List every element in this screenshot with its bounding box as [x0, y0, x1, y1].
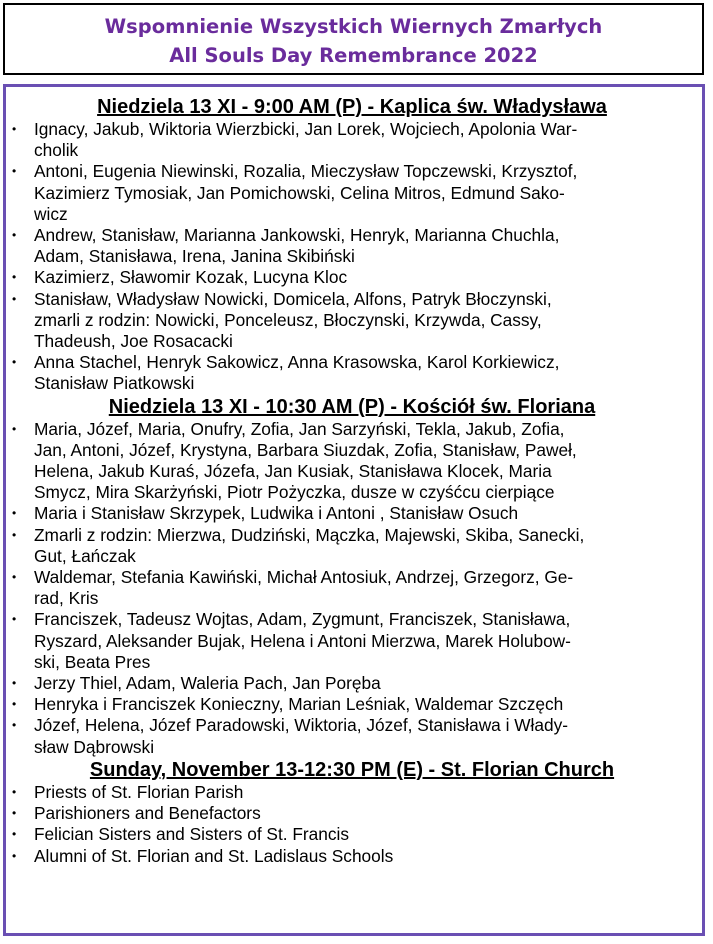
section-sunday-1230pm	[12, 758, 692, 867]
list-item	[12, 289, 692, 353]
line: rad, Kris	[34, 588, 99, 609]
list-item	[12, 352, 692, 394]
line: Smycz, Mira Skarżyński, Piotr Pożyczka, dusze w czyśćcu cierpiące	[34, 482, 555, 503]
line: zmarli z rodzin: Nowicki, Ponceleusz, Błoczynski, Krzywda, Cassy,	[34, 309, 542, 330]
line: Thadeush, Joe Rosacacki	[34, 331, 233, 352]
line: Jan, Antoni, Józef, Krystyna, Barbara Siuzdak, Zofia, Stanisław, Paweł,	[34, 439, 577, 460]
list-item	[12, 419, 692, 504]
section-title: Niedziela 13 XI - 9:00 AM (P) - Kaplica św. Władysława	[97, 96, 607, 118]
names-list	[12, 119, 692, 395]
line: Antoni, Eugenia Niewinski, Rozalia, Mieczysław Topczewski, Krzysztof,	[34, 161, 578, 182]
line: Alumni of St. Florian and St. Ladislaus Schools	[34, 845, 394, 866]
list-item	[12, 525, 692, 567]
line: Maria, Józef, Maria, Onufry, Zofia, Jan Sarzyński, Tekla, Jakub, Zofia,	[34, 418, 565, 439]
line: Helena, Jakub Kuraś, Józefa, Jan Kusiak, Stanisława Klocek, Maria	[34, 461, 552, 482]
list-item	[12, 161, 692, 225]
line: Ignacy, Jakub, Wiktoria Wierzbicki, Jan Lorek, Wojciech, Apolonia War-	[34, 119, 578, 139]
line: Stanisław Piatkowski	[34, 373, 195, 394]
list-item	[12, 225, 692, 267]
line: Gut, Łańczak	[34, 545, 136, 566]
line: Stanisław, Władysław Nowicki, Domicela, Alfons, Patryk Błoczynski,	[34, 288, 552, 309]
list-item	[12, 694, 692, 715]
names-list	[12, 419, 692, 758]
line: Zmarli z rodzin: Mierzwa, Dudziński, Mączka, Majewski, Skiba, Sanecki,	[34, 524, 585, 545]
line: Anna Stachel, Henryk Sakowicz, Anna Krasowska, Karol Korkiewicz,	[34, 352, 560, 373]
list-item	[12, 715, 692, 757]
line: Priests of St. Florian Parish	[34, 781, 244, 802]
section-title: Sunday, November 13-12:30 PM (E) - St. Florian Church	[89, 758, 615, 781]
list-item	[12, 782, 692, 803]
line: Franciszek, Tadeusz Wojtas, Adam, Zygmunt, Franciszek, Stanisława,	[34, 609, 571, 630]
list-item	[12, 267, 692, 288]
list-item	[12, 673, 692, 694]
line: Parishioners and Benefactors	[34, 803, 261, 824]
line: ski, Beata Pres	[34, 651, 151, 672]
list-item	[12, 567, 692, 609]
section-sunday-9am	[12, 95, 692, 395]
line: Maria i Stanisław Skrzypek, Ludwika i Antoni , Stanisław Osuch	[34, 503, 519, 524]
line: Józef, Helena, Józef Paradowski, Wiktoria, Józef, Stanisława i Włady-	[34, 715, 569, 736]
line: Felician Sisters and Sisters of St. Francis	[34, 824, 350, 845]
line: Henryka i Franciszek Konieczny, Marian Leśniak, Waldemar Szczęch	[34, 694, 564, 715]
header-title-english: All Souls Day Remembrance 2022	[169, 44, 538, 67]
list-item	[12, 803, 692, 824]
line: Jerzy Thiel, Adam, Waleria Pach, Jan Poręba	[34, 673, 381, 694]
line: Ryszard, Aleksander Bujak, Helena i Antoni Mierzwa, Marek Holubow-	[34, 630, 571, 651]
line: Kazimierz Tymosiak, Jan Pomichowski, Celina Mitros, Edmund Sako-	[34, 182, 565, 203]
names-list	[12, 782, 692, 867]
bulletin-header	[3, 3, 704, 75]
list-item	[12, 846, 692, 867]
line: Andrew, Stanisław, Marianna Jankowski, Henryk, Marianna Chuchla,	[34, 225, 560, 246]
list-item	[12, 609, 692, 673]
line: Kazimierz, Sławomir Kozak, Lucyna Kloc	[34, 267, 348, 288]
line: Waldemar, Stefania Kawiński, Michał Antosiuk, Andrzej, Grzegorz, Ge-	[34, 567, 574, 588]
line: Adam, Stanisława, Irena, Janina Skibiński	[34, 246, 355, 267]
header-title-polish: Wspomnienie Wszystkich Wiernych Zmarłych	[104, 15, 603, 38]
line: wicz	[34, 203, 68, 224]
section-sunday-1030am	[12, 395, 692, 758]
remembrance-list-box	[3, 84, 705, 936]
list-item	[12, 503, 692, 524]
line: sław Dąbrowski	[34, 736, 155, 757]
list-item	[12, 824, 692, 845]
line: cholik	[34, 140, 79, 161]
section-title: Niedziela 13 XI - 10:30 AM (P) - Kościół św. Floriana	[108, 395, 596, 418]
list-item	[12, 119, 692, 161]
